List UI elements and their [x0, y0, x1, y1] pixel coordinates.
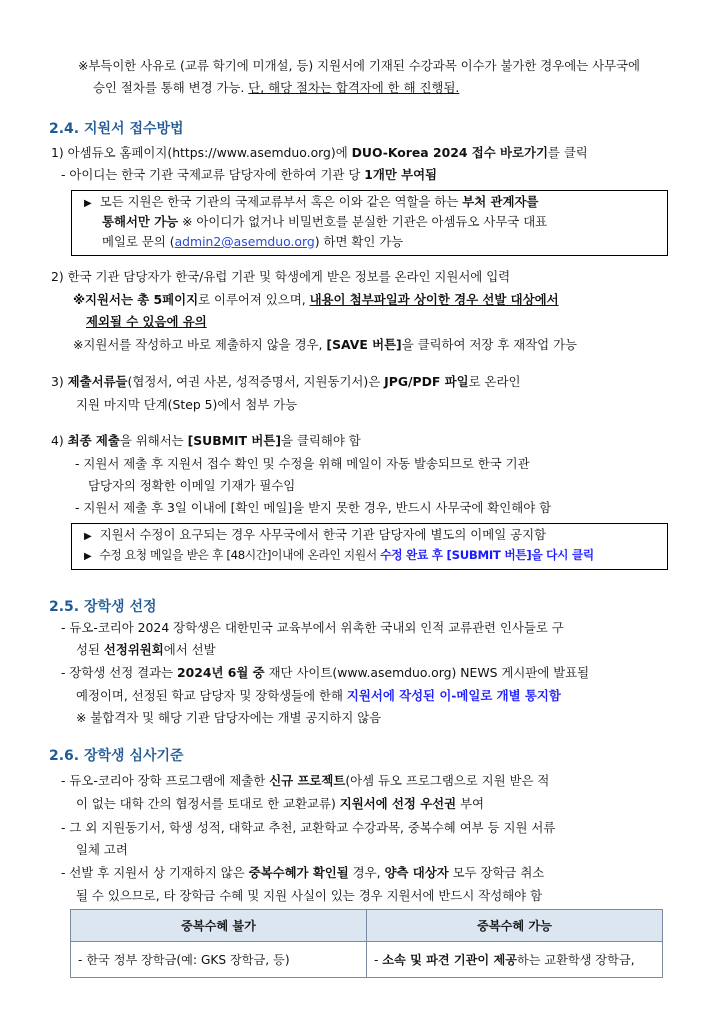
section-2-4-heading: 2.4. 지원서 접수방법	[49, 121, 184, 137]
s24-item4-sub1-line1: - 지원서 제출 후 지원서 접수 확인 및 수정을 위해 메일이 자동 발송되므로 한국 기관	[75, 456, 530, 471]
bullet-triangle-icon: ▶	[84, 551, 92, 562]
notice-box-1-line1: ▶ 모든 지원은 한국 기관의 국제교류부서 혹은 이와 같은 역할을 하는 부처 관계자를	[84, 192, 538, 214]
s26-para1-line1: - 듀오-코리아 장학 프로그램에 제출한 신규 프로젝트(아셈 듀오 프로그램으로 지원 받은 적	[61, 773, 550, 788]
top-note-line2	[93, 78, 459, 98]
s25-para1-line2: 성된 선정위원회에서 선발	[76, 642, 216, 657]
s25-para2-line1: - 장학생 선정 결과는 2024년 6월 중 재단 사이트(www.asemduo.org) NEWS 게시판에 발표될	[61, 665, 590, 680]
s26-para3-line1: - 선발 후 지원서 상 기재하지 않은 중복수혜가 확인될 경우, 양측 대상자 모두 장학금 취소	[61, 865, 545, 880]
s24-item2-note1-line1: ※지원서는 총 5페이지로 이루어져 있으며, 내용이 첨부파일과 상이한 경우 선발 대상에서	[73, 292, 559, 307]
table-header-allowed: 중복수혜 가능	[367, 910, 663, 942]
notice-box-1-line3: 메일로 문의 (admin2@asemduo.org) 하면 확인 가능	[102, 234, 404, 249]
s25-para2-line3: ※ 불합격자 및 해당 기관 담당자에는 개별 공지하지 않음	[76, 710, 382, 725]
s26-para2-line1: - 그 외 지원동기서, 학생 성적, 대학교 추천, 교환학교 수강과목, 중복수혜 여부 등 지원 서류	[61, 820, 556, 835]
admin-email-link[interactable]: admin2@asemduo.org	[174, 234, 315, 249]
section-2-6-heading: 2.6. 장학생 심사기준	[49, 748, 184, 764]
table-row	[71, 942, 663, 978]
s26-para3-line2: 될 수 있으므로, 타 장학금 수혜 및 지원 사실이 있는 경우 지원서에 반드시 작성해야 함	[76, 888, 543, 903]
top-note-text: 승인 절차를 통해 변경 가능.	[93, 80, 249, 95]
s24-item2: 2) 한국 기관 담당자가 한국/유럽 기관 및 학생에게 받은 정보를 온라인 지원서에 입력	[51, 269, 511, 284]
s26-para1-line2: 이 없는 대학 간의 협정서를 토대로 한 교환교류) 지원서에 선정 우선권 부여	[76, 796, 485, 811]
s24-item1-sub: - 아이디는 한국 기관 국제교류 담당자에 한하여 기관 당 1개만 부여됨	[61, 167, 438, 182]
bullet-triangle-icon: ▶	[84, 531, 92, 542]
table-cell-allowed: - 소속 및 파견 기관이 제공하는 교환학생 장학금,	[367, 942, 663, 978]
top-note-underlined: 단, 해당 절차는 합격자에 한 해 진행됨.	[248, 80, 460, 95]
bullet-triangle-icon: ▶	[84, 198, 92, 209]
s24-item4-sub1-line2: 담당자의 정확한 이메일 기재가 필수임	[88, 478, 296, 493]
notice-box-2-line2: ▶ 수정 요청 메일을 받은 후 [48시간]이내에 온라인 지원서 수정 완료 후 [SUBMIT 버튼]을 다시 클릭	[84, 545, 594, 567]
s24-item2-note1-line2: 제외될 수 있음에 유의	[86, 314, 207, 329]
duplicate-benefit-table	[70, 909, 663, 978]
s24-item3: 3) 제출서류들(협정서, 여권 사본, 성적증명서, 지원동기서)은 JPG/PDF 파일로 온라인	[51, 374, 521, 389]
table-cell-not-allowed: - 한국 정부 장학금(예: GKS 장학금, 등)	[71, 942, 367, 978]
s24-item4-sub2: - 지원서 제출 후 3일 이내에 [확인 메일]을 받지 못한 경우, 반드시 사무국에 확인해야 함	[75, 500, 552, 515]
asemduo-url: https://www.asemduo.org	[172, 145, 331, 160]
table-header-row	[71, 910, 663, 942]
notice-box-1-line2: 통해서만 가능 ※ 아이디가 없거나 비밀번호를 분실한 기관은 아셈듀오 사무국 대표	[102, 214, 548, 229]
s25-para1-line1: - 듀오-코리아 2024 장학생은 대한민국 교육부에서 위촉한 국내외 인적 교류관련 인사들로 구	[61, 620, 564, 635]
s24-item3-line2: 지원 마지막 단계(Step 5)에서 첨부 가능	[76, 397, 298, 412]
section-2-5-heading: 2.5. 장학생 선정	[49, 599, 157, 615]
table-header-not-allowed: 중복수혜 불가	[71, 910, 367, 942]
notice-box-2-line1: ▶ 지원서 수정이 요구되는 경우 사무국에서 한국 기관 담당자에 별도의 이메일 공지함	[84, 525, 546, 547]
s24-item2-note2: ※지원서를 작성하고 바로 제출하지 않을 경우, [SAVE 버튼]을 클릭하여 저장 후 재작업 가능	[73, 337, 578, 352]
s24-item1: 1) 아셈듀오 홈페이지(https://www.asemduo.org)에 DUO-Korea 2024 접수 바로가기를 클릭	[51, 145, 588, 160]
top-note-line1: ※부득이한 사유로 (교류 학기에 미개설, 등) 지원서에 기재된 수강과목 이수가 불가한 경우에는 사무국에	[78, 58, 640, 73]
s26-para2-line2: 일체 고려	[76, 842, 128, 857]
s24-item4: 4) 최종 제출을 위해서는 [SUBMIT 버튼]을 클릭해야 함	[51, 433, 361, 448]
s25-para2-line2: 예정이며, 선정된 학교 담당자 및 장학생들에 한해 지원서에 작성된 이-메일로 개별 통지함	[76, 688, 561, 703]
